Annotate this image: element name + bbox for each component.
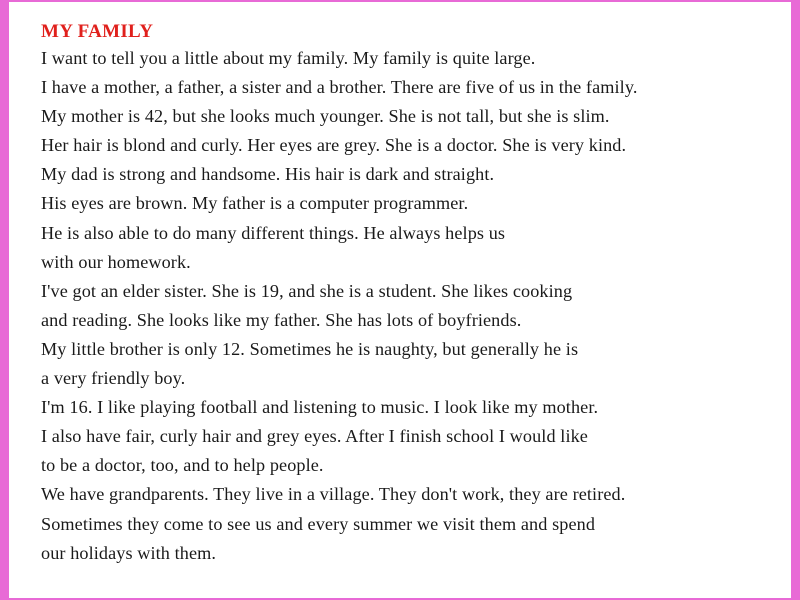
text-line: Sometimes they come to see us and every summer we visit them and spend — [41, 513, 596, 534]
text-line: He is also able to do many different things. He always helps us — [41, 222, 506, 243]
text-line: and reading. She looks like my father. She has lots of boyfriends. — [41, 309, 522, 330]
document-body — [41, 20, 800, 568]
text-line: His eyes are brown. My father is a computer programmer. — [41, 193, 469, 214]
text-line: our holidays with them. — [41, 542, 217, 563]
text-line: We have grandparents. They live in a village. They don't work, they are retired. — [41, 484, 626, 505]
text-line: with our homework. — [41, 251, 191, 272]
text-line: My dad is strong and handsome. His hair is dark and straight. — [41, 164, 495, 185]
text-line: Her hair is blond and curly. Her eyes are grey. She is a doctor. She is very kind. — [41, 135, 627, 156]
text-line: I also have fair, curly hair and grey eyes. After I finish school I would like — [41, 426, 588, 447]
text-line: to be a doctor, too, and to help people. — [41, 455, 324, 476]
text-line: I have a mother, a father, a sister and a brother. There are five of us in the family. — [41, 77, 638, 98]
text-line: I want to tell you a little about my family. My family is quite large. — [41, 48, 536, 68]
text-line: a very friendly boy. — [41, 368, 186, 389]
text-line: I've got an elder sister. She is 19, and she is a student. She likes cooking — [41, 280, 573, 301]
text-line: My little brother is only 12. Sometimes he is naughty, but generally he is — [41, 338, 579, 359]
text-line: I'm 16. I like playing football and listening to music. I look like my mother. — [41, 397, 599, 418]
document-title: MY FAMILY — [41, 21, 154, 42]
text-line: My mother is 42, but she looks much younger. She is not tall, but she is slim. — [41, 106, 610, 127]
text-lines — [41, 44, 800, 568]
